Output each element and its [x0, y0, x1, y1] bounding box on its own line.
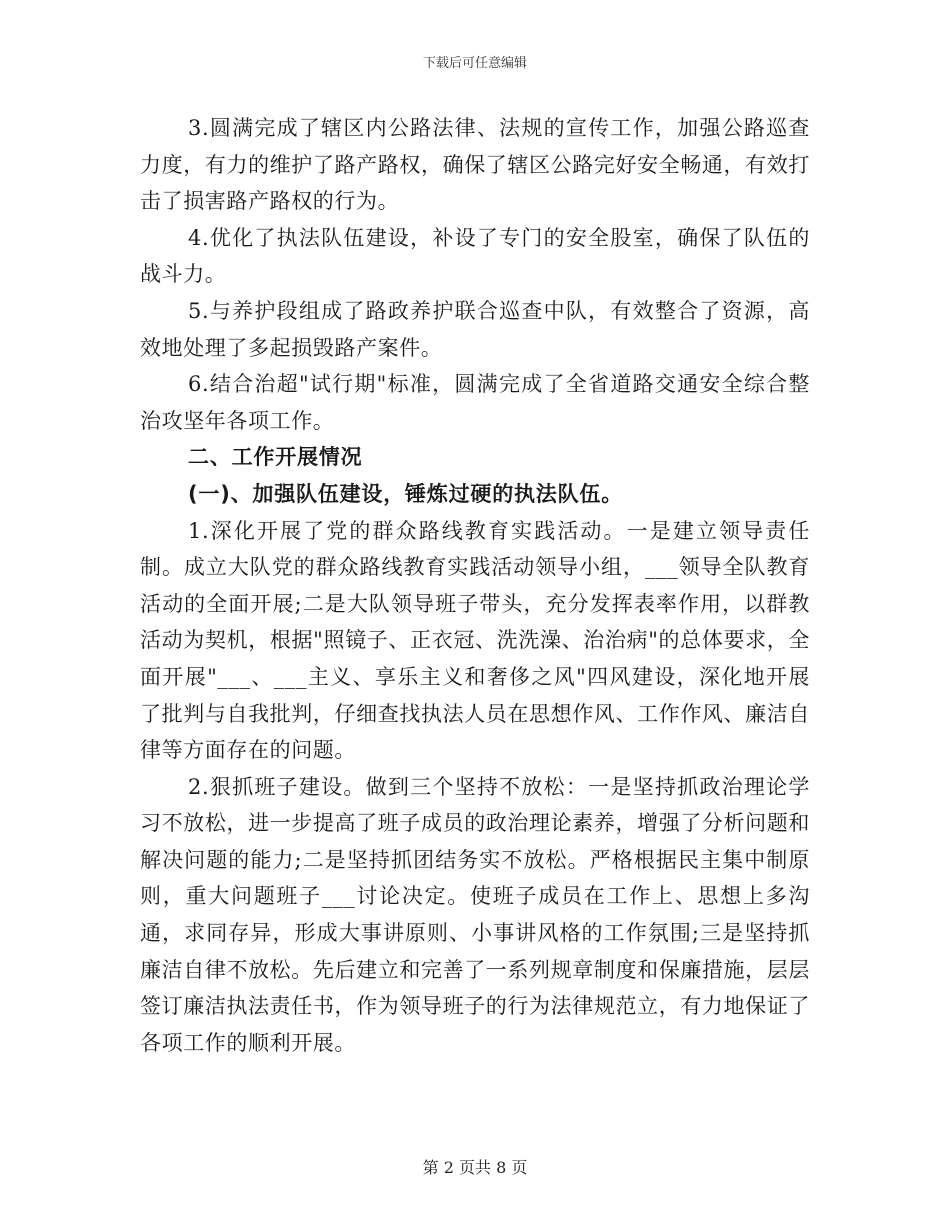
page-header: 下载后可任意编辑 [422, 56, 527, 71]
paragraph-item-3: 3.圆满完成了辖区内公路法律、法规的宣传工作，加强公路巡查力度，有力的维护了路产路权，确保了辖区公路完好安全畅通，有效打击了损害路产路权的行为。 [140, 116, 810, 214]
paragraph-item-4: 4.优化了执法队伍建设，补设了专门的安全股室，确保了队伍的战斗力。 [140, 225, 810, 287]
page-footer: 第 2 页共 8 页 [422, 1158, 528, 1177]
paragraph-item-5: 5.与养护段组成了路政养护联合巡查中队，有效整合了资源，高效地处理了多起损毁路产案件。 [140, 298, 810, 360]
paragraph-team-building: 2.狠抓班子建设。做到三个坚持不放松：一是坚持抓政治理论学习不放松，进一步提高了班子成员的政治理论素养，增强了分析问题和解决问题的能力;二是坚持抓团结务实不放松。严格根据民主集中制原则，重大问题班子___讨论决定。使班子成员在工作上、思想上多沟通，求同存异，形成大事讲原则、小事讲风格的工作氛围;三是坚持抓廉洁自律不放松。先后建立和完善了一系列规章制度和保廉措施，层层签订廉洁执法责任书，作为领导班子的行为法律规范立，有力地保证了各项工作的顺利开展。 [140, 774, 810, 1055]
subsection-heading: (一)、加强队伍建设，锤炼过硬的执法队伍。 [188, 481, 623, 506]
document-body [140, 110, 810, 1061]
section-heading: 二、工作开展情况 [188, 445, 363, 470]
paragraph-mass-line: 1.深化开展了党的群众路线教育实践活动。一是建立领导责任制。成立大队党的群众路线教育实践活动领导小组，___领导全队教育活动的全面开展;二是大队领导班子带头，充分发挥表率作用，以群教活动为契机，根据"照镜子、正衣冠、洗洗澡、治治病"的总体要求，全面开展"___、___主义、享乐主义和奢侈之风"四风建设，深化地开展了批判与自我批判，仔细查找执法人员在思想作风、工作作风、廉洁自律等方面存在的问题。 [140, 518, 810, 763]
paragraph-item-6: 6.结合治超"试行期"标准，圆满完成了全省道路交通安全综合整治攻坚年各项工作。 [140, 372, 810, 433]
